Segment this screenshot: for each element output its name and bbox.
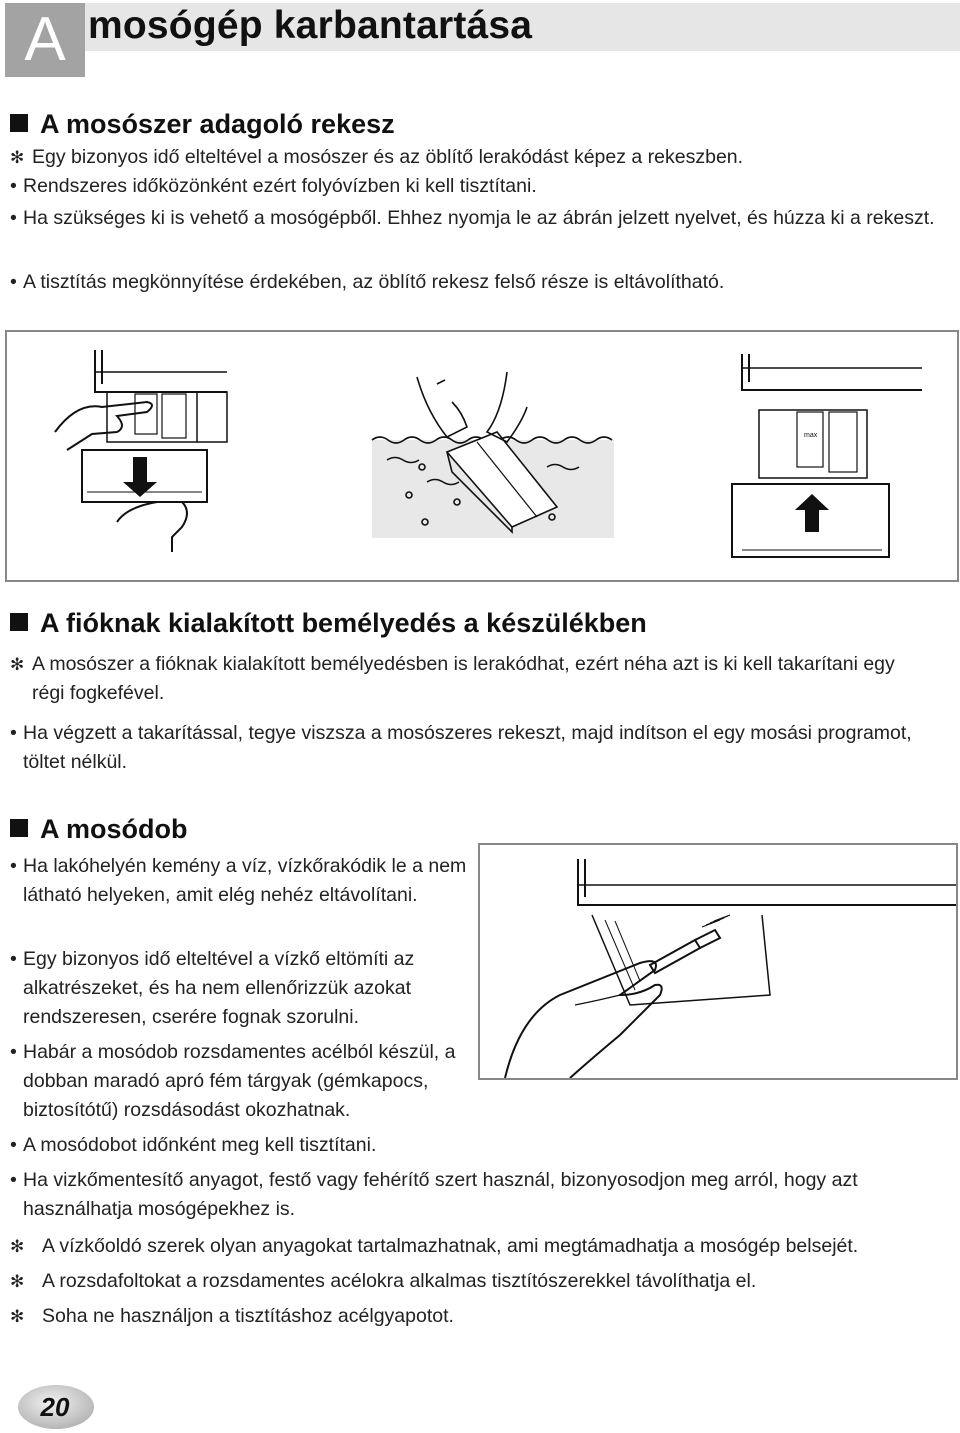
asterisk-icon: ✻	[10, 1237, 25, 1256]
bullet-item: • Ha lakóhelyén kemény a víz, vízkőrakódik le a nem látható helyeken, amit elég nehéz eltávolítani.	[10, 855, 467, 906]
asterisk-icon: ✻	[10, 655, 25, 674]
section-heading-detergent-drawer: A mosószer adagoló rekesz	[10, 108, 395, 140]
heading-square-icon	[10, 819, 28, 837]
drawer-illustration	[7, 332, 957, 580]
note-item: ✻ Soha ne használjon a tisztításhoz acélgyapotot.	[10, 1302, 928, 1331]
bullet-item: • A mosódobot időnként meg kell tisztítani.	[10, 1134, 377, 1156]
bullet-item: • Habár a mosódob rozsdamentes acélból készül, a dobban maradó apró fém tárgyak (gémkapocs, biztosítótű) rozsdásodást okozhatnak.	[10, 1041, 456, 1121]
figure-drawer-removal	[5, 330, 959, 582]
bullet-item: • Ha végzett a takarítással, tegye viszsza a mosószeres rekeszt, majd indítson el egy mosási programot, töltet nélkül.	[10, 722, 912, 773]
heading-square-icon	[10, 114, 28, 132]
bullet-item: • A tisztítás megkönnyítése érdekében, az öblítő rekesz felső része is eltávolítható.	[10, 271, 725, 293]
note-item: ✻ A mosószer a fióknak kialakított bemélyedésben is lerakódhat, ezért néha azt is ki kell takarítani egy régi fogkefével.	[10, 650, 930, 708]
bullet-item: • Egy bizonyos idő elteltével a vízkő eltömíti az alkatrészeket, és ha nem ellenőrizzük azokat rendszeresen, cserére fognak szorulni.	[10, 948, 415, 1028]
bullet-item: • Ha vizkőmentesítő anyagot, festő vagy fehérítő szert használ, bizonyosodjon meg arról, hogy azt használhatja mosógépekhez is.	[10, 1169, 858, 1220]
asterisk-icon: ✻	[10, 1307, 25, 1326]
toothbrush-illustration	[480, 845, 956, 1078]
note-item: ✻ A rozsdafoltokat a rozsdamentes acélokra alkalmas tisztítószerekkel távolíthatja el.	[10, 1267, 928, 1296]
page-number: 20	[40, 1392, 70, 1422]
header-letter: A	[24, 5, 66, 74]
heading-square-icon	[10, 613, 28, 631]
figure-toothbrush-cleaning	[478, 843, 958, 1080]
note-item: ✻ A vízkőoldó szerek olyan anyagokat tartalmazhatnak, ami megtámadhatja a mosógép belsejét.	[10, 1232, 928, 1261]
asterisk-icon: ✻	[10, 1272, 25, 1291]
asterisk-icon: ✻	[10, 148, 25, 167]
max-label: max	[804, 432, 818, 439]
section-heading-drum: A mosódob	[10, 813, 188, 845]
section-heading-drawer-recess: A fióknak kialakított bemélyedés a készülékben	[10, 607, 647, 639]
page-title: mosógép karbantartása	[88, 4, 533, 47]
bullet-item: • Rendszeres időközönként ezért folyóvízben ki kell tisztítani.	[10, 175, 537, 197]
note-item: ✻ Egy bizonyos idő elteltével a mosószer és az öblítő lerakódást képez a rekeszben.	[10, 143, 928, 172]
bullet-item: • Ha szükséges ki is vehető a mosógépből. Ehhez nyomja le az ábrán jelzett nyelvet, és húzza ki a rekeszt.	[10, 207, 935, 229]
